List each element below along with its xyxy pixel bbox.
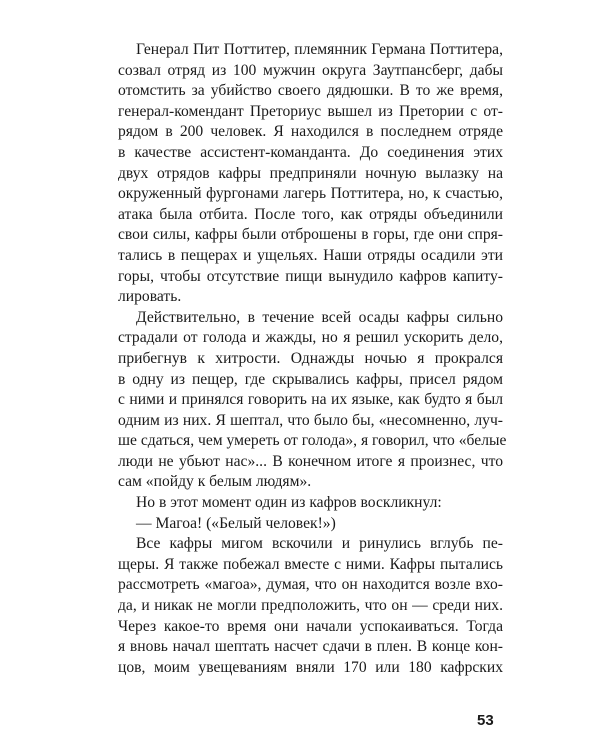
text-line: прибегнув к хитрости. Однажды ночью я прокрался	[118, 349, 503, 367]
text-line: страдали от голода и жажды, но я решил ускорить дело,	[118, 329, 503, 347]
text-line: ше сдаться, чем умереть от голода», я говорил, что «белые	[118, 432, 507, 450]
text-line: в одну из пещер, где скрывались кафры, присел рядом	[118, 370, 503, 388]
text-line: в качестве ассистент-команданта. До соединения этих	[118, 143, 503, 161]
text-line: рядом в 200 человек. Я находился в последнем отряде	[118, 123, 503, 141]
text-line: окруженный фургонами лагерь Поттитера, но, к счастью,	[118, 185, 503, 203]
text-line: рассмотреть «магоа», думая, что он находится возле вхо-	[118, 576, 503, 594]
text-line: я вновь начал шептать насчет сдачи в плен. В конце кон-	[118, 638, 503, 656]
text-line: лировать.	[118, 288, 182, 306]
text-line: люди не убьют нас»... В конечном итоге я произнес, что	[118, 452, 503, 470]
body-text	[118, 40, 507, 678]
text-line: Но в этот момент один из кафров воскликнул:	[136, 494, 442, 512]
text-line: с ними и принялся говорить на их языке, как будто я был	[118, 391, 503, 409]
text-line: свои силы, кафры были отброшены в горы, где они спря-	[118, 226, 503, 244]
text-line: Действительно, в течение всей осады кафры сильно	[136, 308, 503, 326]
text-line: созвал отряд из 100 мужчин округа Заутпансберг, дабы	[118, 61, 503, 79]
text-line: — Магоа! («Белый человек!»)	[136, 514, 336, 532]
text-line: цов, моим увещеваниям вняли 170 или 180 кафрских	[118, 658, 503, 676]
text-line: одним из них. Я шептал, что было бы, «несомненно, луч-	[118, 411, 503, 429]
page-number: 53	[477, 712, 494, 729]
text-line: щеры. Я также побежал вместе с ними. Кафры пытались	[118, 555, 503, 573]
text-line: отомстить за убийство своего дядюшки. В то же время,	[118, 82, 503, 100]
text-line: сам «пойду к белым людям».	[118, 473, 312, 491]
text-line: двух отрядов кафры предприняли ночную вылазку на	[118, 164, 503, 182]
text-line: Через какое-то время они начали успокаиваться. Тогда	[118, 617, 503, 635]
text-line: да, и никак не могли предположить, что он — среди них.	[118, 597, 503, 615]
text-line: горы, чтобы отсутствие пищи вынудило кафров капиту-	[118, 267, 503, 285]
text-line: тались в пещерах и ущельях. Наши отряды осадили эти	[118, 246, 503, 264]
text-line: генерал-комендант Преториус вышел из Претории с от-	[118, 102, 503, 120]
text-line: атака была отбита. После того, как отряды объединили	[118, 205, 503, 223]
text-line: Генерал Пит Поттитер, племянник Германа Поттитера,	[136, 41, 503, 58]
text-line: Все кафры мигом вскочили и ринулись вглубь пе-	[136, 535, 503, 553]
